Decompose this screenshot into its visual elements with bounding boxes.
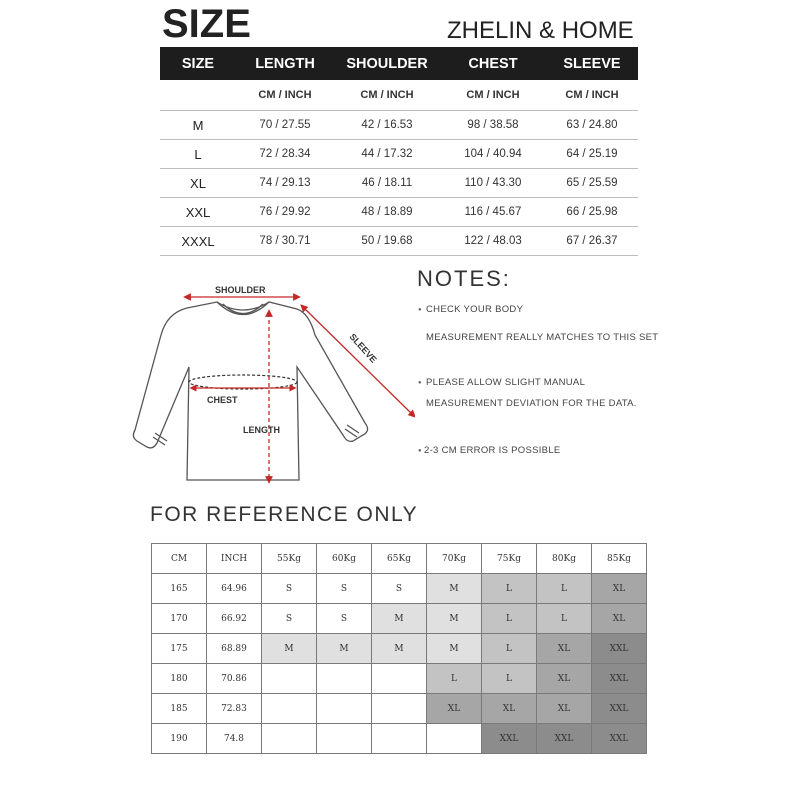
column-header-chest: CHEST [440,47,546,80]
unit-cell: CM / INCH [334,80,440,111]
measure-cell: 72 / 28.34 [236,140,334,169]
measure-cell: 70 / 27.55 [236,111,334,140]
reference-cell: XXL [592,634,647,664]
unit-cell: CM / INCH [440,80,546,111]
size-row [160,140,638,169]
size-cell: XXL [160,198,236,227]
size-table-header-row [160,47,638,80]
column-header-shoulder: SHOULDER [334,47,440,80]
size-cell: L [160,140,236,169]
reference-row [152,634,647,664]
brand-name: ZHELIN & HOME [447,17,634,44]
reference-cell: L [537,604,592,634]
reference-cell: M [372,604,427,634]
garment-diagram [125,275,415,500]
notes-title: NOTES: [417,266,511,291]
note-line: MEASUREMENT REALLY MATCHES TO THIS SET [426,332,659,343]
reference-cell [372,694,427,724]
reference-cell: 64.96 [207,574,262,604]
measure-cell: 65 / 25.59 [546,169,638,198]
reference-cell: XXL [482,724,537,754]
column-header-sleeve: SLEEVE [546,47,638,80]
reference-cell: S [262,604,317,634]
size-cell: XL [160,169,236,198]
reference-header-cell: INCH [207,544,262,574]
note-line: 2-3 CM ERROR IS POSSIBLE [424,445,561,456]
reference-row [152,724,647,754]
measure-cell: 48 / 18.89 [334,198,440,227]
reference-header-cell: 80Kg [537,544,592,574]
bullet-icon: ● [418,307,422,313]
reference-cell: L [482,634,537,664]
measure-cell: 122 / 48.03 [440,227,546,256]
measure-cell: 74 / 29.13 [236,169,334,198]
reference-cell: XL [537,664,592,694]
reference-header-cell: 60Kg [317,544,372,574]
unit-row [160,80,638,111]
measure-cell: 76 / 29.92 [236,198,334,227]
reference-cell [317,664,372,694]
reference-cell: 180 [152,664,207,694]
reference-cell: M [427,574,482,604]
reference-cell: XXL [537,724,592,754]
reference-header-cell: CM [152,544,207,574]
reference-row [152,664,647,694]
measure-cell: 110 / 43.30 [440,169,546,198]
reference-cell: M [427,604,482,634]
note-line: MEASUREMENT DEVIATION FOR THE DATA. [426,398,637,409]
size-cell: M [160,111,236,140]
size-row [160,169,638,198]
reference-cell: 68.89 [207,634,262,664]
measure-cell: 46 / 18.11 [334,169,440,198]
reference-cell: 175 [152,634,207,664]
reference-cell: XXL [592,664,647,694]
reference-header-cell: 70Kg [427,544,482,574]
size-cell: XXXL [160,227,236,256]
size-row [160,111,638,140]
reference-row [152,694,647,724]
reference-header-cell: 55Kg [262,544,317,574]
measure-cell: 64 / 25.19 [546,140,638,169]
reference-header-cell: 85Kg [592,544,647,574]
reference-cell: 72.83 [207,694,262,724]
measure-cell: 50 / 19.68 [334,227,440,256]
shirt-outline-icon [133,302,367,480]
reference-cell: XXL [592,724,647,754]
reference-cell [427,724,482,754]
reference-cell: XL [537,634,592,664]
reference-cell [372,724,427,754]
reference-cell: S [317,574,372,604]
reference-cell [372,664,427,694]
reference-header-cell: 65Kg [372,544,427,574]
reference-cell: M [372,634,427,664]
measure-cell: 104 / 40.94 [440,140,546,169]
measure-cell: 78 / 30.71 [236,227,334,256]
reference-cell: 74.8 [207,724,262,754]
measure-cell: 66 / 25.98 [546,198,638,227]
bullet-icon: ● [418,448,422,454]
reference-header-row [152,544,647,574]
reference-cell: XL [537,694,592,724]
size-table [160,47,638,256]
reference-cell: 165 [152,574,207,604]
note-line: PLEASE ALLOW SLIGHT MANUAL [426,377,586,388]
reference-cell [262,694,317,724]
column-header-length: LENGTH [236,47,334,80]
unit-cell: CM / INCH [546,80,638,111]
reference-row [152,574,647,604]
reference-cell: M [262,634,317,664]
reference-cell: L [482,604,537,634]
reference-cell: M [317,634,372,664]
reference-table [151,543,647,754]
size-row [160,227,638,256]
note-line: CHECK YOUR BODY [426,304,524,315]
reference-cell [262,664,317,694]
size-row [160,198,638,227]
measure-cell: 63 / 24.80 [546,111,638,140]
length-label: LENGTH [243,425,280,435]
unit-cell: CM / INCH [236,80,334,111]
reference-cell: L [482,664,537,694]
measure-cell: 42 / 16.53 [334,111,440,140]
reference-cell: S [317,604,372,634]
reference-cell: XL [482,694,537,724]
chest-label: CHEST [207,395,238,405]
reference-cell [262,724,317,754]
measure-cell: 67 / 26.37 [546,227,638,256]
unit-cell [160,80,236,111]
page-title: SIZE [162,2,251,46]
measure-cell: 98 / 38.58 [440,111,546,140]
reference-header-cell: 75Kg [482,544,537,574]
reference-cell [317,724,372,754]
sleeve-label: SLEEVE [347,331,379,365]
reference-cell: 170 [152,604,207,634]
reference-cell: L [482,574,537,604]
reference-cell: XL [592,574,647,604]
reference-row [152,604,647,634]
measure-cell: 116 / 45.67 [440,198,546,227]
reference-cell: S [262,574,317,604]
reference-cell: 185 [152,694,207,724]
reference-cell: XL [427,694,482,724]
bullet-icon: ● [418,380,422,386]
reference-cell: M [427,634,482,664]
sleeve-arrow [303,307,413,415]
reference-cell: L [537,574,592,604]
reference-cell: 66.92 [207,604,262,634]
reference-cell: 70.86 [207,664,262,694]
reference-cell [317,694,372,724]
reference-cell: 190 [152,724,207,754]
shoulder-label: SHOULDER [215,285,266,295]
reference-cell: XXL [592,694,647,724]
reference-title: FOR REFERENCE ONLY [150,503,419,526]
column-header-size: SIZE [160,47,236,80]
measure-cell: 44 / 17.32 [334,140,440,169]
reference-cell: L [427,664,482,694]
chest-measure-line [189,375,297,389]
reference-cell: XL [592,604,647,634]
reference-cell: S [372,574,427,604]
